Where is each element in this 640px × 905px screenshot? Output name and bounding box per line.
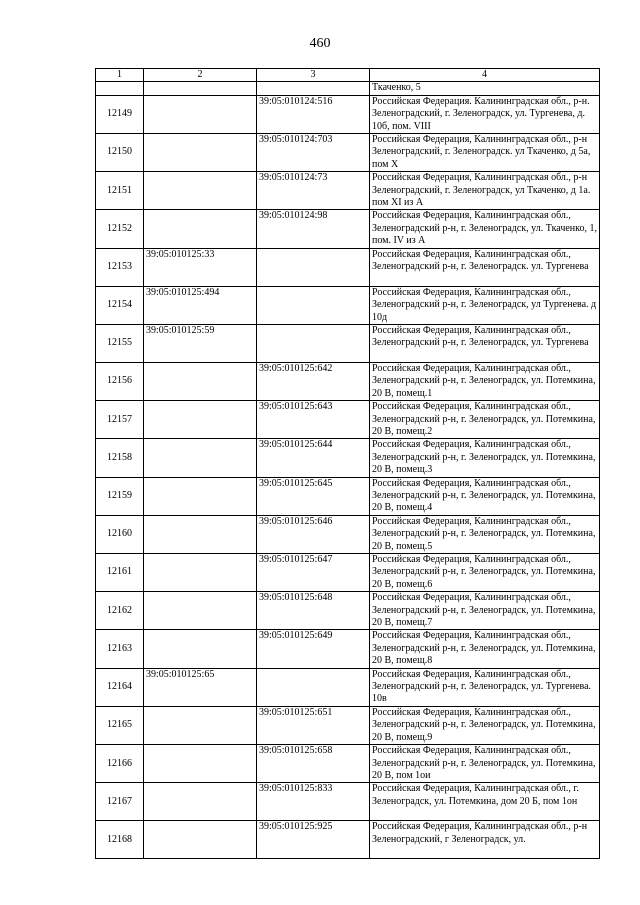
cadastral-number-object: 39:05:010125:925 [257,821,370,859]
cadastral-number-parcel [144,783,257,821]
cadastral-number-object: 39:05:010125:647 [257,554,370,592]
address: Российская Федерация. Калининградская обл., р-н. Зеленоградский, г. Зеленоградск, ул. Тургенева, д. 10б, пом. VIII [370,95,600,133]
table-row [96,477,600,515]
cadastral-number-object [257,324,370,362]
address: Российская Федерация, Калининградская обл., г. Зеленоградск, ул. Потемкина, дом 20 Б, пом 1он [370,783,600,821]
table-row [96,172,600,210]
table-row [96,324,600,362]
address: Российская Федерация, Калининградская обл., Зеленоградский р-н, г. Зеленоградск, ул. Тургенева [370,324,600,362]
cadastral-number-object: 39:05:010124:516 [257,95,370,133]
table-row [96,248,600,286]
cadastral-number-object [257,248,370,286]
cadastral-number-parcel [144,82,257,95]
address: Российская Федерация, Калининградская обл., Зеленоградский р-н, г. Зеленоградск, ул. Потемкина, 20 В, помещ.1 [370,362,600,400]
cadastral-number-object: 39:05:010124:98 [257,210,370,248]
cadastral-number-object: 39:05:010125:646 [257,515,370,553]
cadastral-number-parcel: 39:05:010125:33 [144,248,257,286]
address: Российская Федерация, Калининградская обл., р-н Зеленоградский, г. Зеленоградск, ул Ткаченко, д 1а. пом XI из А [370,172,600,210]
address: Российская Федерация, Калининградская обл., Зеленоградский р-н, г. Зеленоградск, ул. Потемкина, 20 В, помещ.8 [370,630,600,668]
row-number: 12153 [96,248,144,286]
cadastral-number-object: 39:05:010125:651 [257,706,370,744]
table-row [96,439,600,477]
cadastral-number-parcel: 39:05:010125:65 [144,668,257,706]
table-row [96,630,600,668]
header-col-1: 1 [96,69,144,82]
row-number: 12163 [96,630,144,668]
table-row [96,706,600,744]
cadastral-number-object: 39:05:010125:658 [257,745,370,783]
header-col-4: 4 [370,69,600,82]
address: Российская Федерация, Калининградская обл., р-н Зеленоградский, г. Зеленоградск. ул Ткаченко, д 5а, пом X [370,134,600,172]
address: Российская Федерация, Калининградская обл., Зеленоградский р-н, г. Зеленоградск, ул. Потемкина, 20 В, помещ.3 [370,439,600,477]
cadastral-number-parcel [144,821,257,859]
address: Российская Федерация, Калининградская обл., р-н Зеленоградский, г Зеленоградск, ул. [370,821,600,859]
row-number: 12150 [96,134,144,172]
row-number: 12149 [96,95,144,133]
cadastral-number-parcel [144,172,257,210]
table-row [96,95,600,133]
row-number: 12161 [96,554,144,592]
cadastral-number-parcel: 39:05:010125:494 [144,286,257,324]
address: Российская Федерация, Калининградская обл., Зеленоградский р-н, г. Зеленоградск, ул. Потемкина, 20 В, пом 1ои [370,745,600,783]
registry-table [95,68,600,859]
cadastral-number-object: 39:05:010125:642 [257,362,370,400]
cadastral-number-parcel [144,134,257,172]
cadastral-number-object: 39:05:010125:645 [257,477,370,515]
address: Российская Федерация, Калининградская обл., Зеленоградский р-н, г. Зеленоградск, ул. Потемкина, 20 В, помещ.6 [370,554,600,592]
cadastral-number-parcel: 39:05:010125:59 [144,324,257,362]
table-row [96,401,600,439]
cadastral-number-parcel [144,745,257,783]
cadastral-number-object: 39:05:010124:703 [257,134,370,172]
row-number: 12167 [96,783,144,821]
row-number: 12166 [96,745,144,783]
address: Российская Федерация, Калининградская обл., Зеленоградский р-н, г. Зеленоградск, ул. Потемкина, 20 В, помещ.4 [370,477,600,515]
row-number: 12151 [96,172,144,210]
cadastral-number-parcel [144,706,257,744]
address: Российская Федерация, Калининградская обл., Зеленоградский р-н, г. Зеленоградск, ул Тургенева. д 10д [370,286,600,324]
address: Российская Федерация, Калининградская обл., Зеленоградский р-н, г. Зеленоградск, ул. Потемкина, 20 В, помещ.9 [370,706,600,744]
continuation-row [96,82,600,95]
cadastral-number-parcel [144,362,257,400]
cadastral-number-parcel [144,630,257,668]
row-number: 12160 [96,515,144,553]
row-number: 12156 [96,362,144,400]
cadastral-number-parcel [144,515,257,553]
table-body [96,82,600,859]
address: Российская Федерация, Калининградская обл., Зеленоградский р-н, г. Зеленоградск, ул. Потемкина, 20 В, помещ.7 [370,592,600,630]
row-number: 12157 [96,401,144,439]
cadastral-number-parcel [144,592,257,630]
row-number: 12168 [96,821,144,859]
table-row [96,668,600,706]
table-row [96,821,600,859]
page-number: 460 [309,36,331,51]
row-number: 12155 [96,324,144,362]
cadastral-number-object [257,286,370,324]
address: Российская Федерация, Калининградская обл., Зеленоградский р-н, г. Зеленоградск, ул. Тургенева. 10в [370,668,600,706]
table-row [96,745,600,783]
table-row [96,554,600,592]
address: Российская Федерация, Калининградская обл., Зеленоградский р-н, г. Зеленоградск, ул. Потемкина, 20 В, помещ.5 [370,515,600,553]
cadastral-number-parcel [144,439,257,477]
table-row [96,286,600,324]
table-row [96,210,600,248]
cadastral-number-parcel [144,401,257,439]
header-col-3: 3 [257,69,370,82]
row-number [96,82,144,95]
row-number: 12164 [96,668,144,706]
table-row [96,515,600,553]
cadastral-number-parcel [144,477,257,515]
cadastral-number-object [257,82,370,95]
cadastral-number-object: 39:05:010124:73 [257,172,370,210]
cadastral-number-object: 39:05:010125:644 [257,439,370,477]
cadastral-number-object [257,668,370,706]
address: Ткаченко, 5 [370,82,600,95]
cadastral-number-object: 39:05:010125:643 [257,401,370,439]
address: Российская Федерация, Калининградская обл., Зеленоградский р-н, г. Зеленоградск. ул. Тургенева [370,248,600,286]
cadastral-number-object: 39:05:010125:833 [257,783,370,821]
table-row [96,134,600,172]
cadastral-number-parcel [144,554,257,592]
row-number: 12154 [96,286,144,324]
table-header [96,69,600,82]
row-number: 12162 [96,592,144,630]
cadastral-number-parcel [144,210,257,248]
cadastral-number-object: 39:05:010125:649 [257,630,370,668]
row-number: 12165 [96,706,144,744]
table-row [96,592,600,630]
row-number: 12159 [96,477,144,515]
row-number: 12158 [96,439,144,477]
table-row [96,362,600,400]
row-number: 12152 [96,210,144,248]
cadastral-number-parcel [144,95,257,133]
address: Российская Федерация, Калининградская обл., Зеленоградский р-н, г. Зеленоградск, ул. Ткаченко, 1, пом. IV из А [370,210,600,248]
address: Российская Федерация, Калининградская обл., Зеленоградский р-н, г. Зеленоградск, ул. Потемкина, 20 В, помещ.2 [370,401,600,439]
table-row [96,783,600,821]
header-col-2: 2 [144,69,257,82]
cadastral-number-object: 39:05:010125:648 [257,592,370,630]
